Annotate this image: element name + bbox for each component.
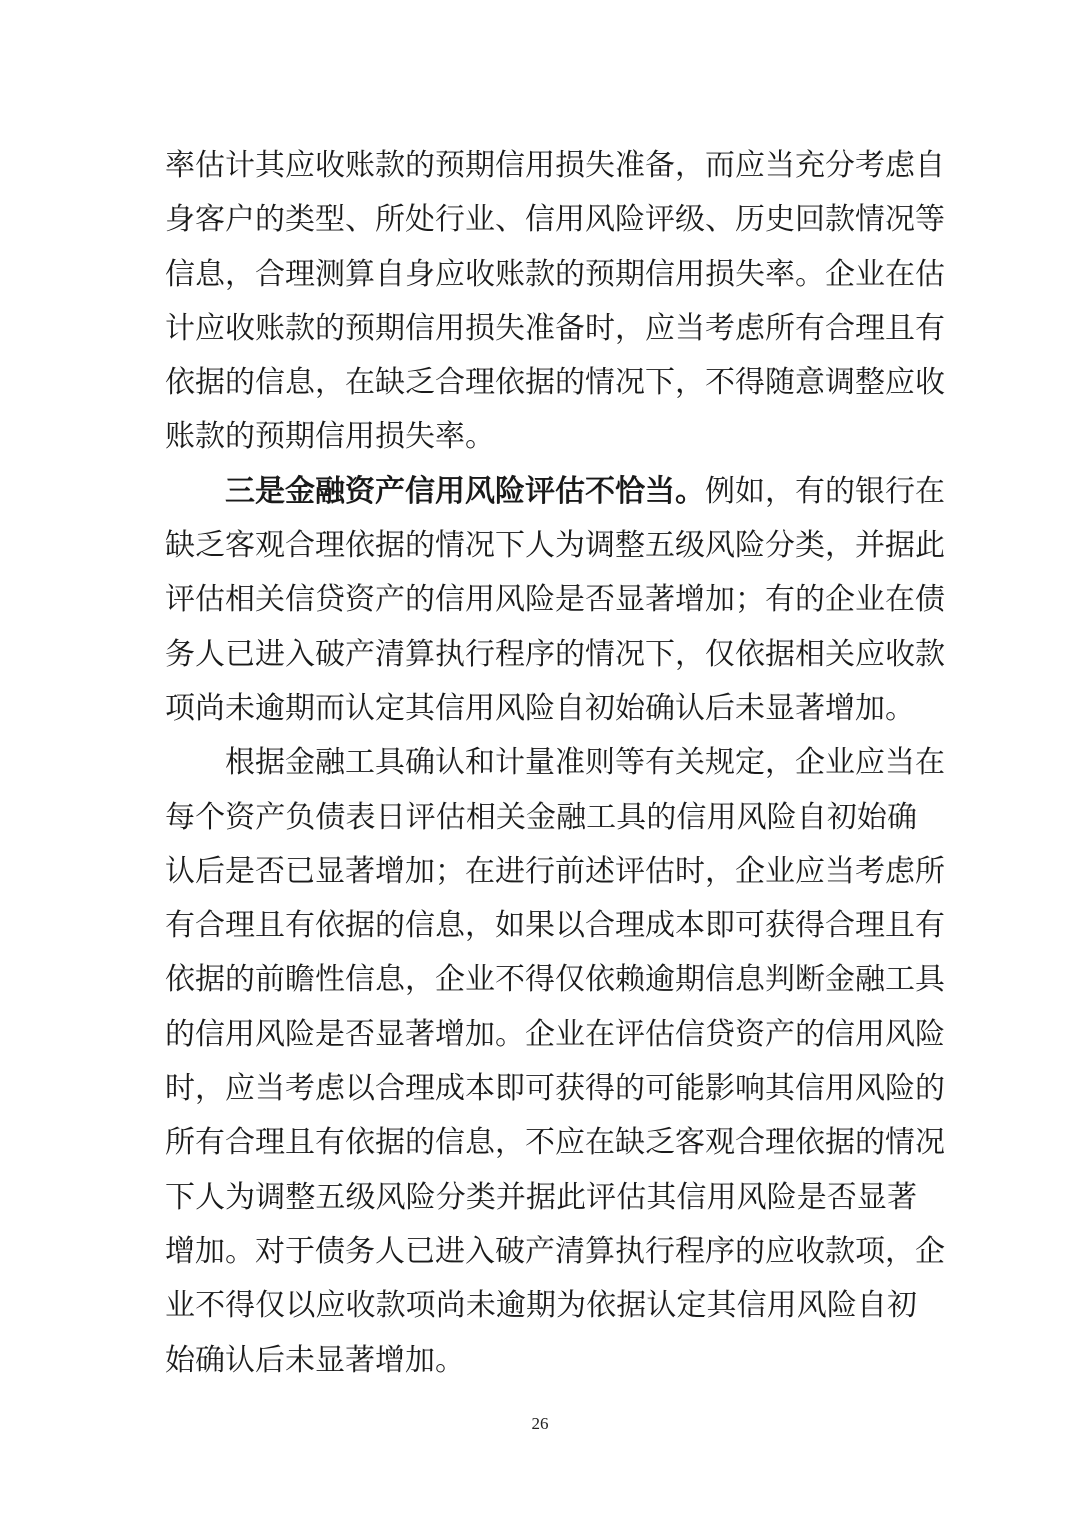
text-line: 的信用风险是否显著增加。企业在评估信贷资产的信用风险 xyxy=(165,1016,945,1052)
text-line: 下人为调整五级风险分类并据此评估其信用风险是否显著 xyxy=(165,1179,917,1215)
text-line: 项尚未逾期而认定其信用风险自初始确认后未显著增加。 xyxy=(165,690,915,726)
text-line: 依据的信息，在缺乏合理依据的情况下，不得随意调整应收 xyxy=(165,365,945,401)
text-line: 认后是否已显著增加；在进行前述评估时，企业应当考虑所 xyxy=(165,853,945,889)
text-line: 始确认后未显著增加。 xyxy=(165,1342,465,1378)
text-line: 率估计其应收账款的预期信用损失准备，而应当充分考虑自 xyxy=(165,148,945,183)
paragraph-3 xyxy=(165,739,945,1391)
text-line: 账款的预期信用损失率。 xyxy=(165,419,495,455)
text-line: 依据的前瞻性信息，企业不得仅依赖逾期信息判断金融工具 xyxy=(165,962,945,998)
text-line: 每个资产负债表日评估相关金融工具的信用风险自初始确 xyxy=(165,799,917,835)
text-line: 计应收账款的预期信用损失准备时，应当考虑所有合理且有 xyxy=(165,310,945,346)
text-line: 根据金融工具确认和计量准则等有关规定，企业应当在 xyxy=(225,745,945,781)
text-line: 信息，合理测算自身应收账款的预期信用损失率。企业在估 xyxy=(165,256,945,292)
text-line: 增加。对于债务人已进入破产清算执行程序的应收款项，企 xyxy=(165,1233,945,1269)
text-line: 缺乏客观合理依据的情况下人为调整五级风险分类，并据此 xyxy=(165,528,945,564)
bold-heading-phrase: 三是金融资产信用风险评估不恰当。 xyxy=(225,473,705,509)
text-run: 例如，有的银行在 xyxy=(705,473,945,509)
text-line: 所有合理且有依据的信息，不应在缺乏客观合理依据的情况 xyxy=(165,1125,945,1161)
text-line: 身客户的类型、所处行业、信用风险评级、历史回款情况等 xyxy=(165,202,945,238)
text-line: 业不得仅以应收款项尚未逾期为依据认定其信用风险自初 xyxy=(165,1288,917,1324)
text-line: 时，应当考虑以合理成本即可获得的可能影响其信用风险的 xyxy=(165,1071,945,1107)
paragraph-2 xyxy=(165,468,945,739)
text-line xyxy=(165,468,945,522)
document-body xyxy=(165,142,945,1391)
text-line: 评估相关信贷资产的信用风险是否显著增加；有的企业在债 xyxy=(165,582,945,618)
text-line: 务人已进入破产清算执行程序的情况下，仅依据相关应收款 xyxy=(165,636,945,672)
text-line: 有合理且有依据的信息，如果以合理成本即可获得合理且有 xyxy=(165,908,945,944)
page-number: 26 xyxy=(531,1414,549,1433)
paragraph-1 xyxy=(165,142,945,468)
